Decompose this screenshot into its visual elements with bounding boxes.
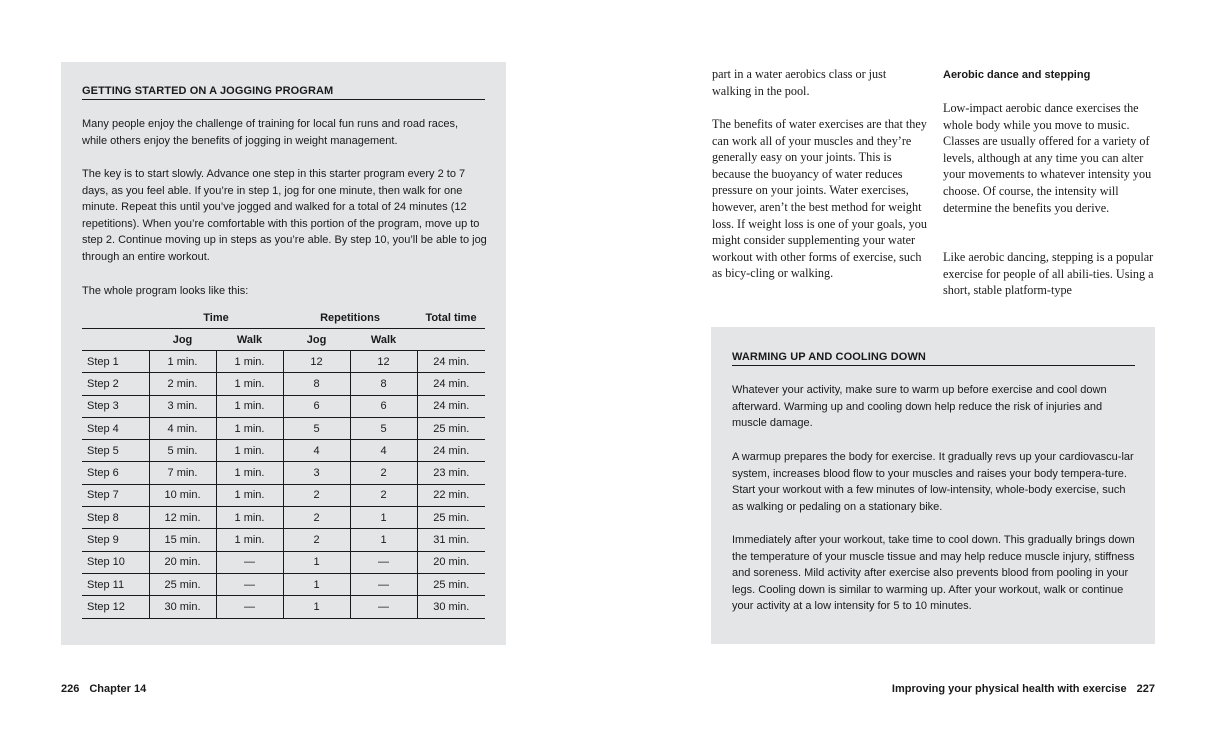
table-cell: 1	[283, 596, 350, 618]
table-row	[82, 462, 485, 484]
table-cell: 1	[283, 551, 350, 573]
jogging-program-table	[82, 307, 485, 619]
header-reps-jog: Jog	[283, 329, 350, 351]
jogging-intro-paragraph: Many people enjoy the challenge of training for local fun runs and road races, while others enjoy the benefits of jogging in weight management.	[82, 118, 459, 147]
table-cell: 1	[283, 573, 350, 595]
table-cell: 2	[350, 462, 417, 484]
step-label: Step 5	[82, 440, 149, 462]
table-cell: 10 min.	[149, 484, 216, 506]
table-cell: 1 min.	[216, 417, 283, 439]
table-cell: 1	[350, 507, 417, 529]
table-cell: 5	[350, 417, 417, 439]
table-cell: 3 min.	[149, 395, 216, 417]
table-cell: 6	[350, 395, 417, 417]
jogging-instructions-paragraph: The key is to start slowly. Advance one step in this starter program every 2 to 7 days, as you feel able. If you’re in step 1, jog for one minute, then walk for one minute. Repeat this until you’ve jogged and walked for a total of 24 minutes (12 repetitions). When you’re comfortable with this portion of the program, move up to step 2. Continue moving up in steps as you’re able. By step 10, you’ll be able to jog through an entire workout.	[82, 168, 487, 263]
right-page-number: 227	[1136, 683, 1155, 695]
table-cell: 23 min.	[417, 462, 485, 484]
step-label: Step 2	[82, 373, 149, 395]
aerobic-dance-paragraph: Low-impact aerobic dance exercises the whole body while you move to music. Classes are usually offered for a variety of levels, although at any time you can alter your movements to whatever intensity you choose. Of course, the intensity will determine the benefits you derive.	[943, 101, 1152, 215]
step-label: Step 8	[82, 507, 149, 529]
aerobic-dance-heading: Aerobic dance and stepping	[943, 69, 1091, 81]
table-cell: 2	[283, 507, 350, 529]
table-cell: 12	[283, 351, 350, 373]
header-reps-walk: Walk	[350, 329, 417, 351]
table-cell: 4	[350, 440, 417, 462]
left-chapter-label: Chapter 14	[89, 683, 147, 695]
table-cell: —	[350, 573, 417, 595]
table-cell: 1 min.	[216, 462, 283, 484]
step-label: Step 1	[82, 351, 149, 373]
right-footer-title: Improving your physical health with exercise	[891, 683, 1127, 695]
table-row	[82, 351, 485, 373]
table-row	[82, 573, 485, 595]
step-label: Step 7	[82, 484, 149, 506]
table-cell: 25 min.	[417, 507, 485, 529]
table-cell: 1 min.	[216, 373, 283, 395]
table-row	[82, 551, 485, 573]
table-cell: 1 min.	[216, 395, 283, 417]
table-cell: 25 min.	[417, 417, 485, 439]
table-row	[82, 484, 485, 506]
table-cell: —	[350, 596, 417, 618]
right-footer	[892, 683, 1155, 695]
table-cell: 30 min.	[417, 596, 485, 618]
step-label: Step 3	[82, 395, 149, 417]
table-cell: 1 min.	[216, 484, 283, 506]
table-cell: —	[216, 596, 283, 618]
warmup-paragraph-2: A warmup prepares the body for exercise. It gradually revs up your cardiovascu-lar system, increases blood flow to your muscles and raises your body tempera-ture. Start your workout with a few minutes of low-intensity, whole-body exercise, such as walking or pedaling on a stationary bike.	[732, 451, 1134, 513]
jogging-box-title: GETTING STARTED ON A JOGGING PROGRAM	[82, 85, 485, 100]
table-cell: —	[350, 551, 417, 573]
table-cell: 15 min.	[149, 529, 216, 551]
step-label: Step 12	[82, 596, 149, 618]
table-cell: 7 min.	[149, 462, 216, 484]
header-time: Time	[149, 307, 283, 329]
step-label: Step 10	[82, 551, 149, 573]
header-total-time: Total time	[417, 307, 485, 329]
table-cell: 1 min.	[216, 529, 283, 551]
warmup-paragraph-3: Immediately after your workout, take time to cool down. This gradually brings down the temperature of your muscle tissue and may help reduce muscle injury, stiffness and soreness. Mild activity after exercise also prevents blood from pooling in your legs. Cooling down is similar to warming up. After your workout, walk or continue your activity at a low intensity for 5 to 10 minutes.	[732, 534, 1135, 613]
water-aerobics-continued: part in a water aerobics class or just walking in the pool.	[712, 67, 887, 98]
table-row	[82, 373, 485, 395]
step-label: Step 11	[82, 573, 149, 595]
table-cell: 2	[283, 529, 350, 551]
table-cell: 8	[283, 373, 350, 395]
table-cell: 24 min.	[417, 373, 485, 395]
step-label: Step 9	[82, 529, 149, 551]
table-cell: 2	[350, 484, 417, 506]
table-cell: 12 min.	[149, 507, 216, 529]
table-cell: 12	[350, 351, 417, 373]
table-row	[82, 417, 485, 439]
left-page-number: 226	[61, 683, 80, 695]
table-cell: 4 min.	[149, 417, 216, 439]
table-cell: 1 min.	[216, 351, 283, 373]
table-cell: 4	[283, 440, 350, 462]
table-cell: 3	[283, 462, 350, 484]
step-label: Step 6	[82, 462, 149, 484]
table-cell: 25 min.	[149, 573, 216, 595]
left-footer	[61, 683, 146, 695]
header-time-walk: Walk	[216, 329, 283, 351]
table-cell: 31 min.	[417, 529, 485, 551]
table-cell: 5	[283, 417, 350, 439]
table-cell: 8	[350, 373, 417, 395]
jogging-table-body	[82, 351, 485, 619]
table-row	[82, 440, 485, 462]
table-row	[82, 395, 485, 417]
table-cell: 22 min.	[417, 484, 485, 506]
table-cell: 24 min.	[417, 440, 485, 462]
header-time-jog: Jog	[149, 329, 216, 351]
table-cell: 2	[283, 484, 350, 506]
warmup-paragraph-1: Whatever your activity, make sure to warm up before exercise and cool down afterward. Warming up and cooling down help reduce the risk of injuries and muscle damage.	[732, 384, 1107, 430]
table-cell: 25 min.	[417, 573, 485, 595]
jogging-table-intro: The whole program looks like this:	[82, 285, 249, 297]
table-cell: 2 min.	[149, 373, 216, 395]
water-exercise-benefits: The benefits of water exercises are that they can work all of your muscles and they’re generally easy on your joints. This is because the buoyancy of water reduces pressure on your joints. Water exercises, however, aren’t the best method for weight loss. If weight loss is one of your goals, you might consider supplementing your water workout with other forms of exercise, such as bicy-cling or walking.	[712, 117, 927, 281]
table-cell: 20 min.	[149, 551, 216, 573]
table-cell: 6	[283, 395, 350, 417]
table-cell: 20 min.	[417, 551, 485, 573]
table-cell: 1 min.	[216, 440, 283, 462]
table-cell: 1 min.	[216, 507, 283, 529]
table-row	[82, 596, 485, 618]
table-row	[82, 507, 485, 529]
table-cell: 24 min.	[417, 395, 485, 417]
table-cell: —	[216, 551, 283, 573]
table-cell: —	[216, 573, 283, 595]
table-cell: 1 min.	[149, 351, 216, 373]
table-cell: 5 min.	[149, 440, 216, 462]
table-cell: 1	[350, 529, 417, 551]
stepping-paragraph: Like aerobic dancing, stepping is a popular exercise for people of all abili-ties. Using a short, stable platform-type	[943, 250, 1154, 298]
step-label: Step 4	[82, 417, 149, 439]
header-repetitions: Repetitions	[283, 307, 417, 329]
table-cell: 30 min.	[149, 596, 216, 618]
table-row	[82, 529, 485, 551]
table-cell: 24 min.	[417, 351, 485, 373]
warmup-box-title: WARMING UP AND COOLING DOWN	[732, 351, 1135, 366]
